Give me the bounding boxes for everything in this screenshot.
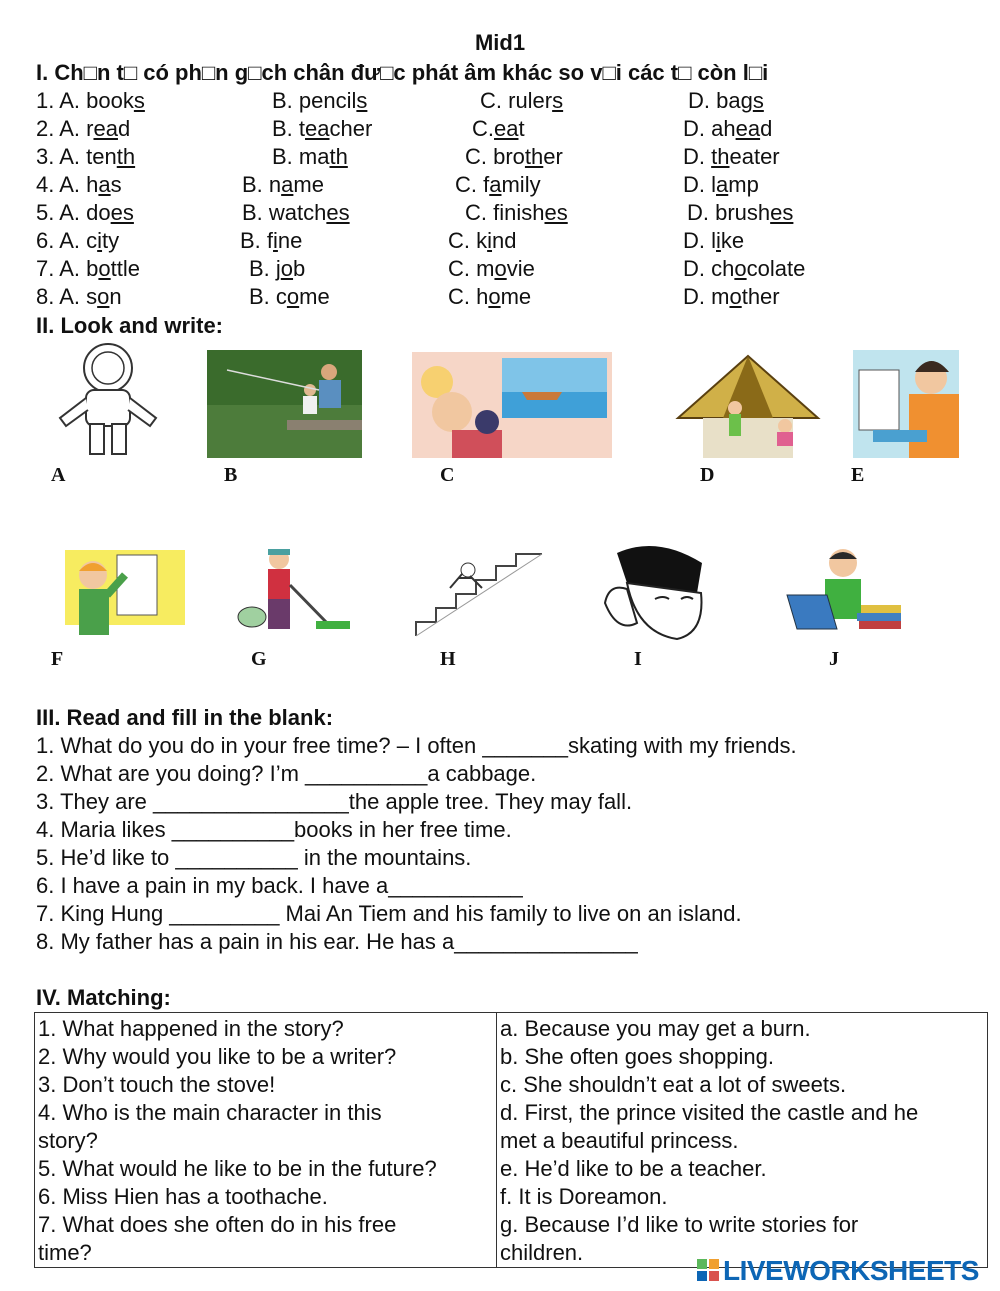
option-c [448, 228, 517, 254]
underlined-part: th [524, 144, 544, 169]
stairs-fall-picture [412, 548, 550, 640]
answer-line: a. Because you may get a burn. [500, 1016, 811, 1041]
question-line: 5. What would he like to be in the future? [38, 1156, 437, 1181]
question-number: 3. A. tenth [36, 144, 136, 169]
word-part: B. pencil [272, 88, 357, 113]
word-part: C. [472, 116, 494, 141]
word-part: C. m [448, 256, 495, 281]
option-b [272, 144, 348, 170]
word-part: ten [86, 144, 117, 169]
question-number: 5. A. does [36, 200, 134, 225]
question-line: 1. What happened in the story? [38, 1016, 344, 1041]
word-part: nd [492, 228, 517, 253]
question-line: 7. What does she often do in his free [38, 1212, 397, 1237]
page-title: Mid1 [474, 30, 526, 55]
question-line: 3. Don’t touch the stove! [38, 1072, 276, 1097]
picture-label-e: E [851, 464, 865, 486]
option-b [242, 200, 350, 226]
matching-table [34, 1012, 988, 1268]
option-b [240, 228, 302, 254]
word-part: C. finish [465, 200, 545, 225]
underlined-part: o [286, 284, 300, 309]
logo-text: LIVEWORKSHEETS [723, 1255, 979, 1286]
question-number: 4. A. has [36, 172, 122, 197]
word-part: B. j [249, 256, 281, 281]
picture-label-g: G [251, 648, 267, 670]
computer-boy-picture [853, 350, 959, 458]
word-part: ke [720, 228, 745, 253]
fill-blank-item: 6. I have a pain in my back. I have a___________ [36, 873, 523, 898]
fill-blank-item: 3. They are ________________the apple tree. They may fall. [36, 789, 633, 814]
word-part: ttle [110, 256, 141, 281]
underlined-part: i [716, 228, 721, 253]
option-b [249, 284, 330, 310]
word-part: me [293, 172, 324, 197]
word-part: er [543, 144, 563, 169]
fishing-picture [207, 350, 362, 458]
word-part: B. n [242, 172, 282, 197]
underlined-part: s [552, 88, 564, 113]
option-d [683, 144, 780, 170]
word-part: D. brush [687, 200, 771, 225]
answer-line: children. [500, 1240, 584, 1265]
underlined-part: i [97, 228, 103, 253]
word-part: vie [506, 256, 535, 281]
word-part: n [109, 284, 122, 309]
word-part: C. k [448, 228, 488, 253]
word-part: D. ah [683, 116, 736, 141]
option-d [683, 228, 744, 254]
word-part: b [86, 256, 99, 281]
underlined-part: es [770, 200, 794, 225]
word-part: mily [501, 172, 541, 197]
picture-label-f: F [51, 648, 64, 670]
underlined-part: s [133, 88, 145, 113]
question-number: 6. A. city [36, 228, 120, 253]
underlined-part: a [489, 172, 502, 197]
word-part: B. ma [272, 144, 330, 169]
underlined-part: i [273, 228, 278, 253]
picture-label-h: H [440, 648, 456, 670]
word-part: s [110, 172, 122, 197]
option-d [688, 88, 764, 114]
question-line: time? [38, 1240, 92, 1265]
underlined-part: es [544, 200, 568, 225]
answer-line: f. It is Doreamon. [500, 1184, 668, 1209]
question-line: 6. Miss Hien has a toothache. [38, 1184, 328, 1209]
astronaut-picture [48, 340, 168, 458]
underlined-part: ea [494, 116, 519, 141]
underlined-part: o [734, 256, 747, 281]
underlined-part: o [729, 284, 742, 309]
word-part: colate [746, 256, 806, 281]
question-number: 2. A. read [36, 116, 131, 141]
fill-blank-item: 8. My father has a pain in his ear. He has a_______________ [36, 929, 638, 954]
underlined-part: a [98, 172, 111, 197]
fill-blank-item: 7. King Hung _________ Mai An Tiem and his family to live on an island. [36, 901, 742, 926]
underlined-part: s [752, 88, 764, 113]
word-part: do [86, 200, 111, 225]
word-part: D. ch [683, 256, 735, 281]
underlined-part: ea [305, 116, 330, 141]
picture-label-i: I [634, 648, 642, 670]
option-b [242, 172, 324, 198]
underlined-part: th [329, 144, 348, 169]
word-part: me [299, 284, 330, 309]
teacher-picture [55, 545, 185, 640]
word-part: ty [102, 228, 120, 253]
option-c [465, 200, 568, 226]
word-part: B. f [240, 228, 274, 253]
word-part: r [86, 116, 94, 141]
section-4-heading: IV. Matching: [36, 985, 171, 1010]
question-line: 2. Why would you like to be a writer? [38, 1044, 397, 1069]
word-part: C. h [448, 284, 489, 309]
section-1-heading: I. Ch□n t□ có ph□n g□ch chân đư□c phát âm khác so v□i các t□ còn l□i [36, 60, 769, 85]
word-part: b [293, 256, 306, 281]
matching-questions-column [35, 1013, 497, 1268]
option-c [448, 284, 531, 310]
section-2-heading: II. Look and write: [36, 313, 224, 338]
word-part: h [86, 172, 99, 197]
picture-label-a: A [51, 464, 66, 486]
question-line: story? [38, 1128, 98, 1153]
answer-line: c. She shouldn’t eat a lot of sweets. [500, 1072, 847, 1097]
word-part: D. bag [688, 88, 753, 113]
word-part: ther [741, 284, 780, 309]
word-part: D. l [683, 172, 716, 197]
option-d [683, 284, 780, 310]
word-part: C. ruler [480, 88, 553, 113]
word-part: D. m [683, 284, 730, 309]
option-d [687, 200, 793, 226]
section-3-heading: III. Read and fill in the blank: [36, 705, 334, 730]
question-line: 4. Who is the main character in this [38, 1100, 382, 1125]
option-c [455, 172, 541, 198]
underlined-part: th [711, 144, 730, 169]
word-part: mp [728, 172, 759, 197]
underlined-part: es [110, 200, 134, 225]
liveworksheets-logo[interactable] [697, 1255, 979, 1287]
underlined-part: o [494, 256, 507, 281]
underlined-part: ea [93, 116, 118, 141]
word-part: me [500, 284, 532, 309]
underlined-part: o [98, 256, 111, 281]
word-part: B. t [272, 116, 306, 141]
liveworksheets-logo-icon [697, 1259, 719, 1283]
vacuum-picture [234, 545, 354, 640]
word-part: c [86, 228, 98, 253]
word-part: B. c [249, 284, 287, 309]
headache-picture [597, 543, 717, 645]
underlined-part: o [280, 256, 294, 281]
matching-answers-column [497, 1013, 988, 1268]
underlined-part: a [281, 172, 294, 197]
underlined-part: s [356, 88, 368, 113]
answer-line: g. Because I’d like to write stories for [500, 1212, 859, 1237]
camping-picture [673, 348, 823, 460]
word-part: D. l [683, 228, 716, 253]
option-b [272, 88, 367, 114]
option-c [480, 88, 563, 114]
option-b [249, 256, 305, 282]
option-d [683, 256, 805, 282]
underlined-part: th [116, 144, 136, 169]
underlined-part: o [97, 284, 110, 309]
fill-blank-item: 2. What are you doing? I’m __________a cabbage. [36, 761, 537, 786]
answer-line: d. First, the prince visited the castle and he [500, 1100, 919, 1125]
question-number: 1. A. books [36, 88, 145, 113]
word-part: d [117, 116, 131, 141]
fill-blank-item: 4. Maria likes __________books in her free time. [36, 817, 512, 842]
beach-picture [412, 352, 612, 458]
word-part: D. [683, 144, 712, 169]
question-number: 8. A. son [36, 284, 122, 309]
underlined-part: ea [735, 116, 761, 141]
answer-line: e. He’d like to be a teacher. [500, 1156, 767, 1181]
option-b [272, 116, 372, 142]
picture-label-d: D [700, 464, 715, 486]
word-part: C. bro [465, 144, 525, 169]
option-c [465, 144, 563, 170]
word-part: B. watch [242, 200, 327, 225]
word-part: d [760, 116, 773, 141]
underlined-part: i [487, 228, 493, 253]
word-part: cher [329, 116, 373, 141]
question-number: 7. A. bottle [36, 256, 141, 281]
answer-line: met a beautiful princess. [500, 1128, 739, 1153]
word-part: book [86, 88, 134, 113]
underlined-part: o [488, 284, 501, 309]
word-part: s [86, 284, 98, 309]
option-c [448, 256, 535, 282]
option-d [683, 116, 772, 142]
picture-label-j: J [829, 648, 839, 670]
underlined-part: a [716, 172, 729, 197]
fill-blank-item: 1. What do you do in your free time? – I often _______skating with my friends. [36, 733, 797, 758]
answer-line: b. She often goes shopping. [500, 1044, 774, 1069]
word-part: t [518, 116, 525, 141]
word-part: eater [729, 144, 780, 169]
laptop-boy-picture [783, 545, 903, 640]
option-c [472, 116, 525, 142]
word-part: ne [277, 228, 303, 253]
option-d [683, 172, 759, 198]
fill-blank-item: 5. He’d like to __________ in the mountains. [36, 845, 472, 870]
underlined-part: es [326, 200, 350, 225]
picture-label-b: B [224, 464, 238, 486]
picture-label-c: C [440, 464, 455, 486]
word-part: C. f [455, 172, 490, 197]
